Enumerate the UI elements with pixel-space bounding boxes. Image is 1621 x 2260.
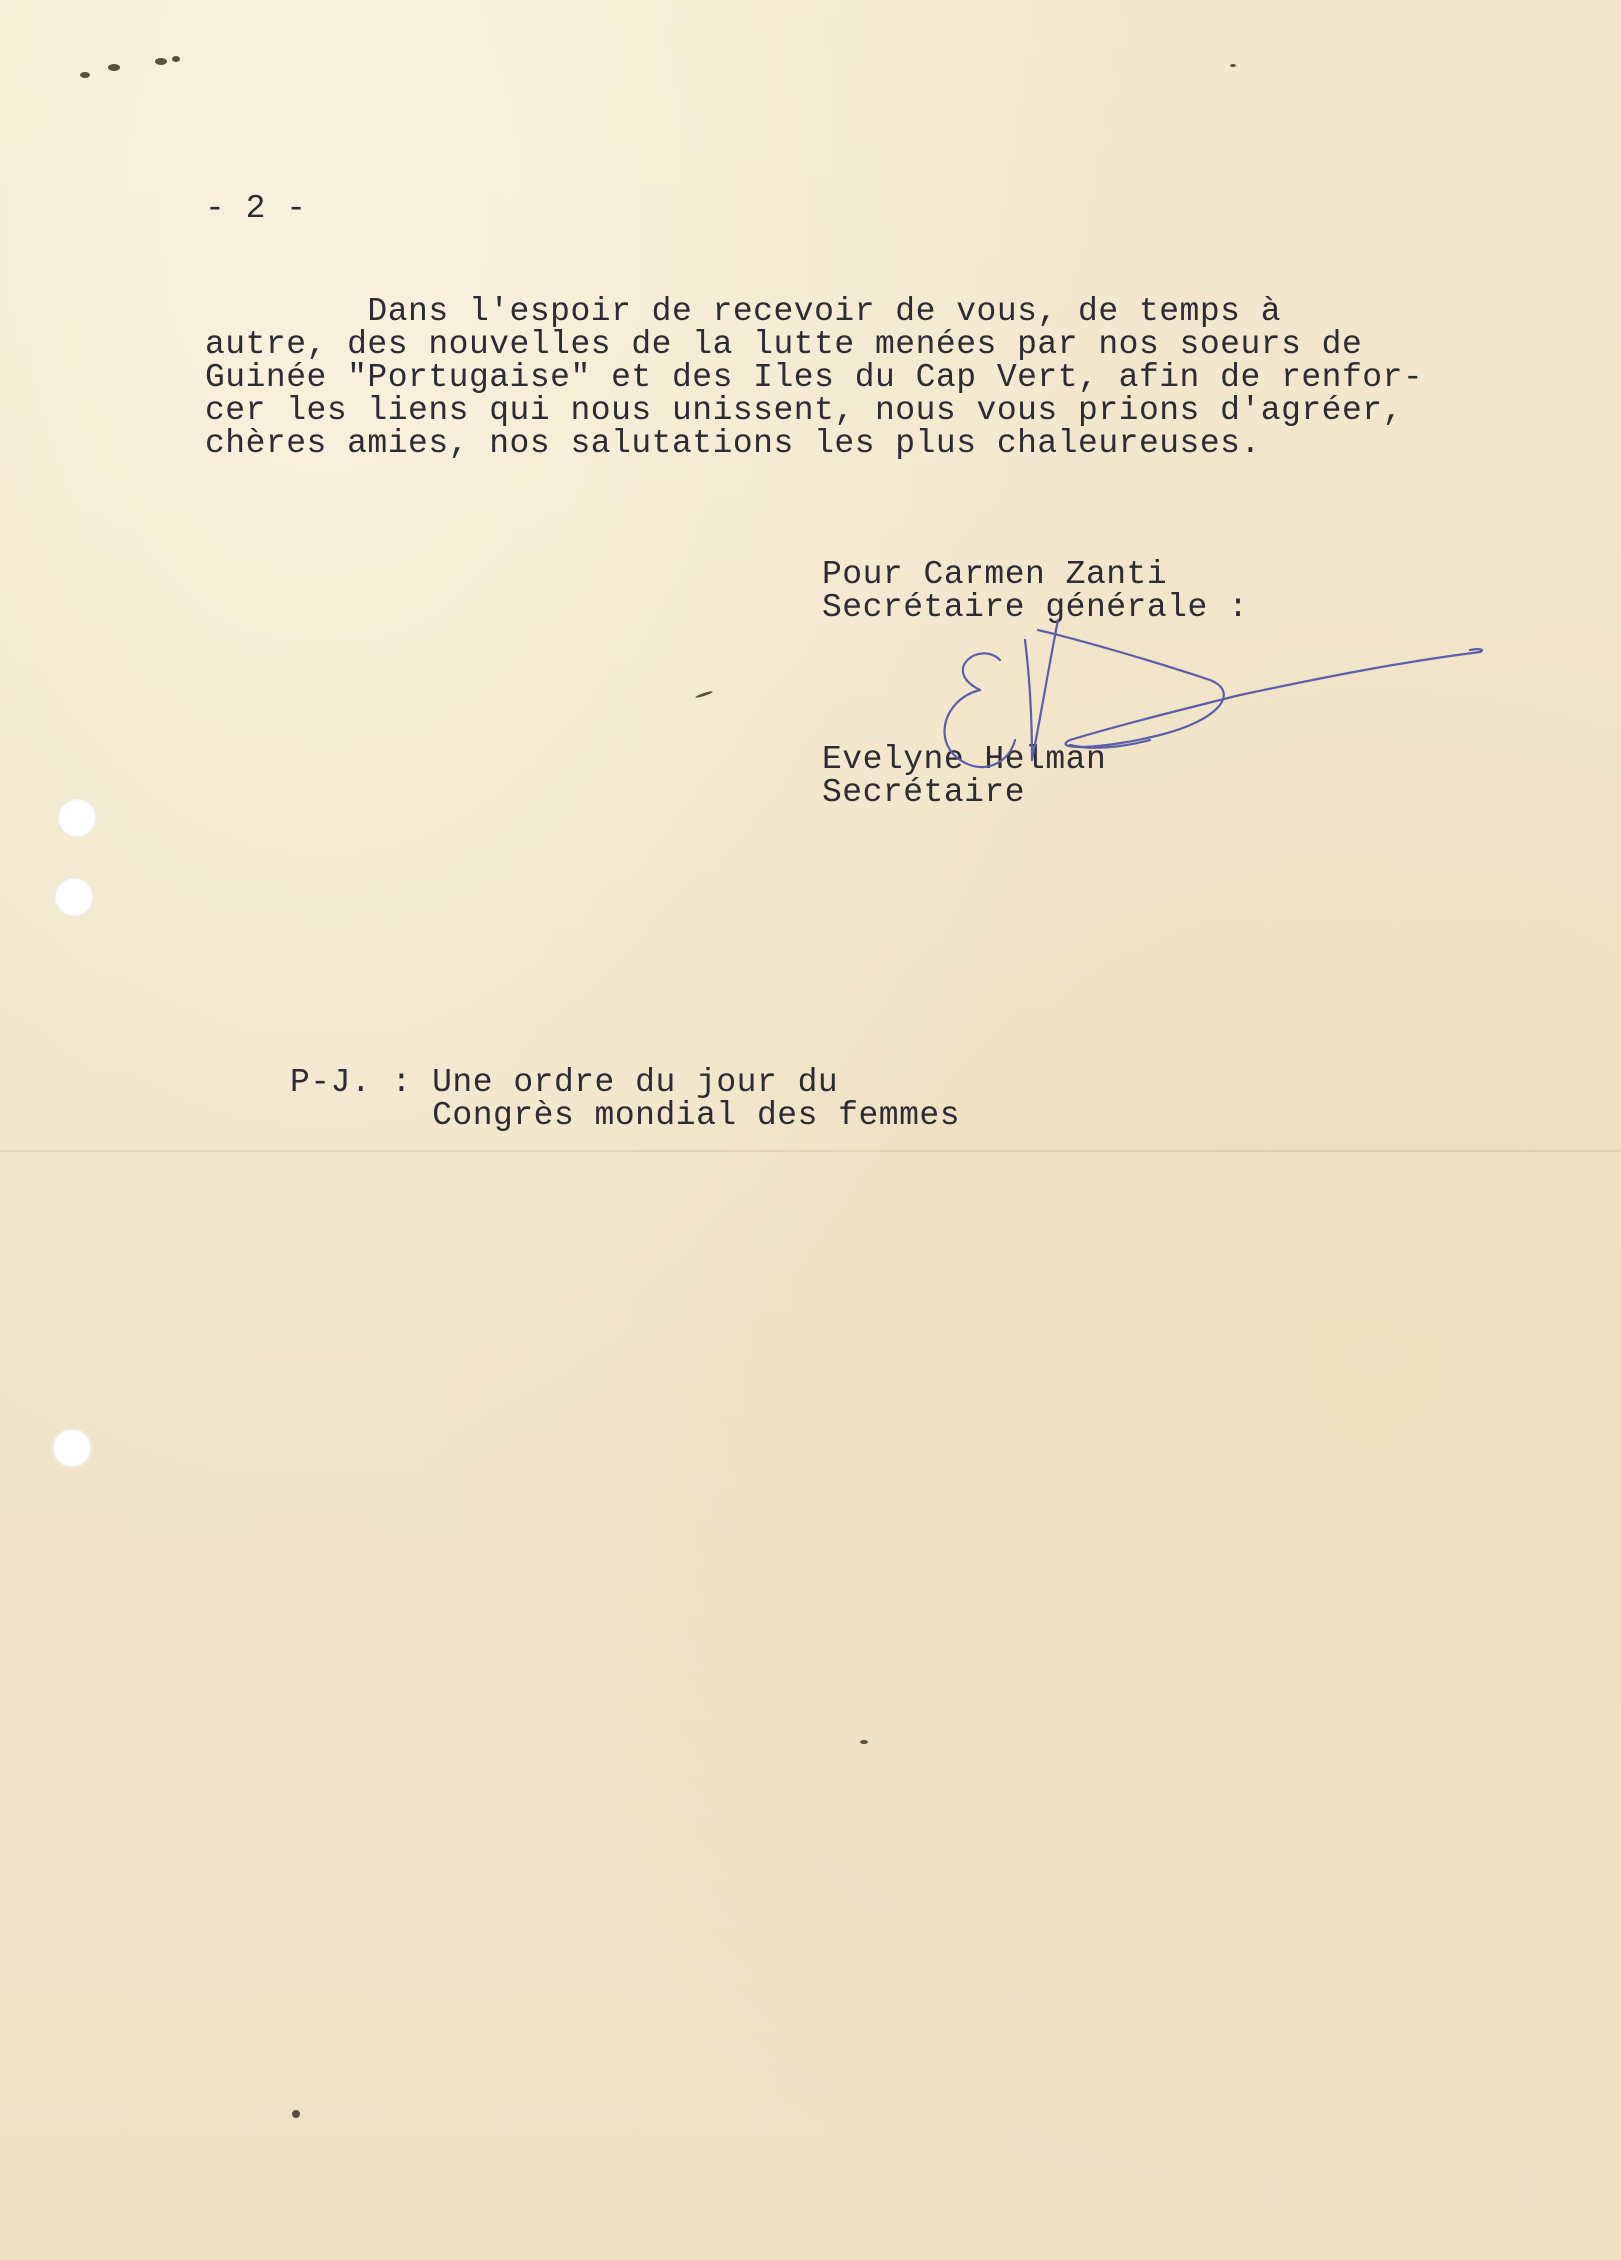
paper-fold [0, 1150, 1621, 1152]
paper-speck [1230, 64, 1236, 67]
punch-hole-middle [54, 877, 94, 917]
attachment-line-2: Congrès mondial des femmes [290, 1097, 961, 1134]
signatory-title: Secrétaire [822, 774, 1026, 811]
paper-speck [292, 2110, 300, 2118]
punch-hole-top [57, 798, 97, 838]
page-number: - 2 - [205, 190, 307, 227]
paper-speck [108, 64, 120, 71]
body-line-5: chères amies, nos salutations les plus chaleureuses. [205, 425, 1261, 462]
signature-role: Secrétaire générale : [822, 589, 1249, 626]
signatory-name: Evelyne Helman [822, 741, 1107, 778]
body-line-1: Dans l'espoir de recevoir de vous, de temps à [205, 293, 1282, 330]
body-line-3: Guinée "Portugaise" et des Iles du Cap Vert, afin de renfor- [205, 359, 1424, 396]
punch-hole-bottom [52, 1428, 92, 1468]
signature-on-behalf: Pour Carmen Zanti [822, 556, 1168, 593]
body-line-4: cer les liens qui nous unissent, nous vous prions d'agréer, [205, 392, 1403, 429]
attachment-line-1: P-J. : Une ordre du jour du [290, 1064, 839, 1101]
handwritten-signature [920, 600, 1500, 780]
paper-speck [860, 1740, 868, 1744]
body-line-2: autre, des nouvelles de la lutte menées par nos soeurs de [205, 326, 1363, 363]
paper-speck [172, 56, 180, 62]
paper-speck [155, 58, 167, 65]
paper-speck [80, 72, 90, 78]
paper-speck [695, 690, 713, 698]
